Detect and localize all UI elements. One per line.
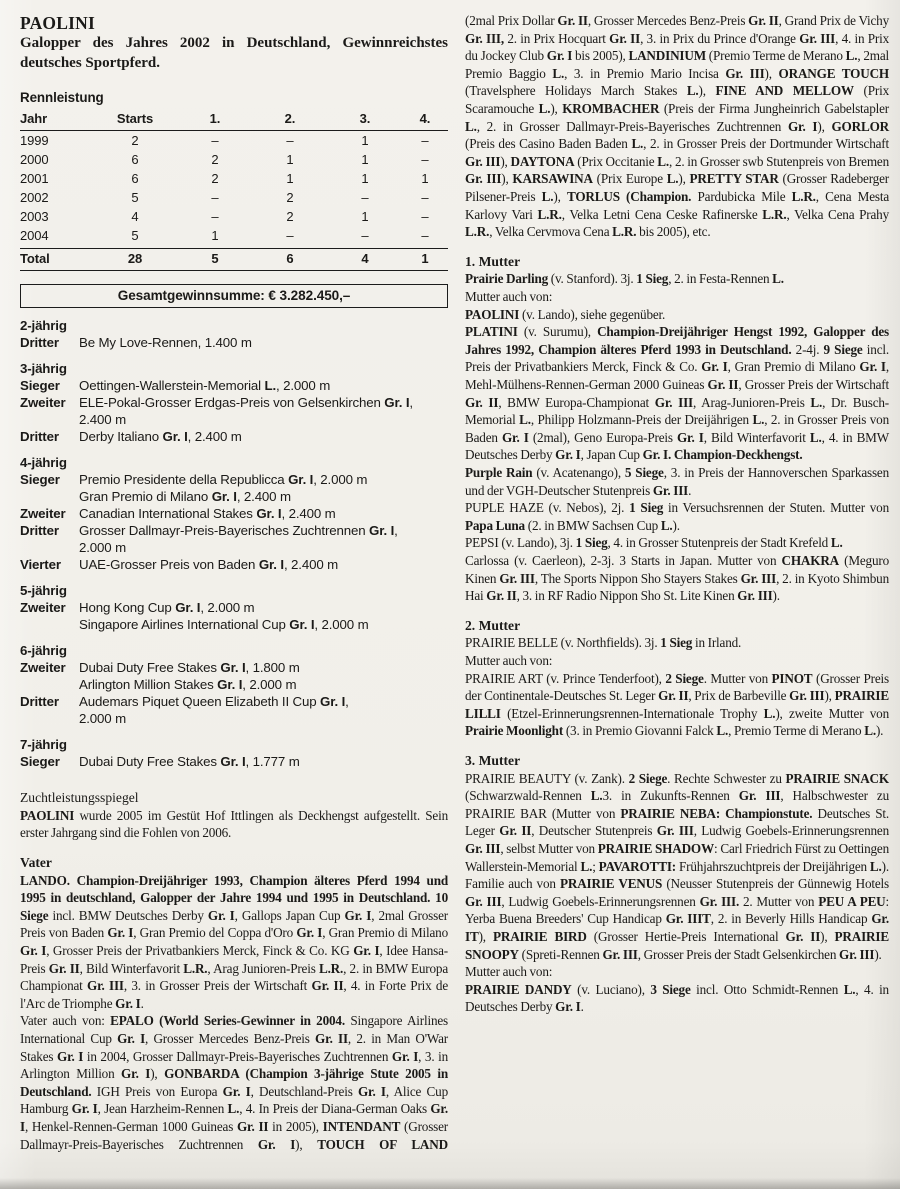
table-cell: 2. [284, 111, 296, 126]
paragraph: Carlossa (v. Caerleon), 2-3j. 3 Starts in Japan. Mutter von CHAKRA (Meguro Kinen Gr. III, The Sports Nippon Sho Stayers Stakes Gr. III, 2. in Kyoto Shimbun Hai Gr. II, 3. in RF Radio Nippon Sho St. Lite Kinen Gr. III). [465, 552, 890, 604]
table-year-cell: Total [20, 251, 50, 266]
paragraph: Mutter auch von: [465, 653, 553, 668]
placement-entry [20, 377, 448, 394]
race-line: Derby Italiano Gr. I, 2.400 m [79, 429, 242, 444]
age-section [20, 582, 448, 633]
race-line: Audemars Piquet Queen Elizabeth II Cup Gr. I, [79, 694, 349, 709]
placement-label: Dritter [20, 429, 59, 444]
table-year-cell: 2003 [20, 209, 49, 224]
table-cell: 6 [286, 251, 294, 266]
placement-entry [20, 428, 448, 445]
table-cell: 2 [211, 171, 219, 186]
placement-entry [20, 556, 448, 573]
table-row [20, 188, 448, 207]
race-list [79, 522, 448, 556]
race-line: UAE-Grosser Preis von Baden Gr. I, 2.400 m [79, 557, 339, 572]
paragraph: PUPLE HAZE (v. Nebos), 2j. 1 Sieg in Versuchsrennen der Stuten. Mutter von Papa Luna (2. in BMW Sachsen Cup L.). [465, 500, 890, 533]
placement-label: Zweiter [20, 506, 66, 521]
placement-label: Sieger [20, 754, 60, 769]
table-cell: 4. [419, 111, 431, 126]
table-cell: 5 [131, 228, 139, 243]
paragraph: PRAIRIE ART (v. Prince Tenderfoot), 2 Siege. Mutter von PINOT (Grosser Preis der Continentale-Deutsches St. Leger Gr. II, Prix de Barbeville Gr. III), PRAIRIE LILLI (Etzel-Erinnerungsrennen-Internationale Trophy L.), zweite Mutter von Prairie Moonlight (3. in Premio Giovanni Falck L., Premio Terme di Merano L.). [465, 670, 889, 739]
race-line: Gran Premio di Milano Gr. I, 2.400 m [79, 489, 291, 504]
table-cell: 1 [361, 152, 369, 167]
table-year-cell: 2002 [20, 190, 49, 205]
placement-label: Dritter [20, 335, 59, 350]
age-heading: 2-jährig [20, 318, 67, 333]
age-performance-sections [20, 317, 448, 770]
placement-entry [20, 599, 448, 633]
age-section [20, 642, 448, 727]
table-cell: – [361, 228, 369, 243]
total-winnings-box: Gesamtgewinnsumme: € 3.282.450,– [20, 284, 448, 308]
race-line: 2.000 m [79, 540, 126, 555]
age-section [20, 317, 448, 351]
placement-label: Sieger [20, 378, 60, 393]
placement-label: Vierter [20, 557, 61, 572]
table-cell: 5 [131, 190, 139, 205]
race-line: Canadian International Stakes Gr. I, 2.400 m [79, 506, 336, 521]
table-cell: 2 [286, 209, 294, 224]
race-list [79, 428, 448, 445]
table-cell: 1 [421, 171, 429, 186]
table-cell: 1 [361, 209, 369, 224]
race-list [79, 693, 448, 727]
placement-label: Dritter [20, 694, 59, 709]
paragraph: LANDO. Champion-Dreijähriger 1993, Champion älteres Pferd 1994 und 1995 in deutschland, Galopper der Jahre 1994 und 1995 in Deutschland. 10 Siege incl. BMW Deutsches Derby Gr. I, Gallops Japan Cup Gr. I, 2mal Grosser Preis von Baden Gr. I, Gran Premio del Coppa d'Oro Gr. I, Gran Premio di Milano Gr. I, Grosser Preis der Privatbankiers Merck, Finck & Co. KG Gr. I, Idee Hansa-Preis Gr. II, Bild Winterfavorit L.R., Arag Junioren-Preis L.R., 2. in BMW Europa Championat Gr. III, 3. in Grosser Preis der Wirtschaft Gr. II, 4. in Forte Prix de l'Arc de Triomphe Gr. I. [20, 872, 449, 1011]
table-cell: Starts [116, 111, 154, 126]
placement-label: Zweiter [20, 600, 66, 615]
table-cell: – [421, 190, 429, 205]
table-cell: – [211, 209, 219, 224]
paragraph: Prairie Darling (v. Stanford). 3j. 1 Sieg, 2. in Festa-Rennen L. [465, 271, 784, 287]
right-text-blocks [465, 12, 889, 1016]
section-heading: 2. Mutter [465, 617, 521, 633]
age-heading: 3-jährig [20, 361, 67, 376]
age-section [20, 360, 448, 445]
table-cell: 1 [211, 228, 219, 243]
age-section [20, 736, 448, 770]
table-cell: – [211, 190, 219, 205]
placement-label: Dritter [20, 523, 59, 538]
race-list [79, 377, 448, 394]
placement-label: Sieger [20, 472, 60, 487]
race-line: Hong Kong Cup Gr. I, 2.000 m [79, 600, 255, 615]
age-heading: 4-jährig [20, 455, 67, 470]
race-list [79, 599, 448, 633]
table-year-cell: 2001 [20, 171, 49, 186]
race-list [79, 659, 448, 693]
table-cell: 28 [127, 251, 143, 266]
paragraph: Purple Rain (v. Acatenango), 5 Siege, 3. in Preis der Hannoverschen Sparkassen und der VGH-Deutscher Stutenpreis Gr. III. [465, 464, 889, 498]
race-line: 2.000 m [79, 711, 126, 726]
section-heading: 3. Mutter [465, 752, 521, 768]
table-cell: 6 [131, 171, 139, 186]
race-line: Dubai Duty Free Stakes Gr. I, 1.800 m [79, 660, 300, 675]
table-year-cell: 2000 [20, 152, 49, 167]
section-heading: 1. Mutter [465, 253, 521, 269]
table-cell: 2 [286, 190, 294, 205]
race-list [79, 334, 448, 351]
race-list [79, 394, 448, 428]
table-row [20, 131, 448, 150]
table-cell: – [421, 228, 429, 243]
paragraph: PAOLINI wurde 2005 im Gestüt Hof Ittlingen als Deckhengst aufgestellt. Sein erster Jahrgang sind die Fohlen von 2006. [20, 807, 448, 841]
paragraph: Mutter auch von: [465, 964, 553, 980]
table-cell: 4 [131, 209, 139, 224]
table-cell: – [286, 133, 294, 148]
age-section [20, 454, 448, 573]
race-line: Oettingen-Wallerstein-Memorial L., 2.000 m [79, 378, 331, 393]
paragraph: PLATINI (v. Surumu), Champion-Dreijähriger Hengst 1992, Galopper des Jahres 1992, Champion älteres Pferd 1993 in Deutschland. 2-4j. 9 Siege incl. Preis der Privatbankiers Merck, Finck & Co. Gr. I, Gran Premio di Milano Gr. I, Mehl-Mülhens-Rennen-German 2000 Guineas Gr. II, Grosser Preis der Wirtschaft Gr. II, BMW Europa-Championat Gr. III, Arag-Junioren-Preis L., Dr. Busch-Memorial L., Philipp Holzmann-Preis der Dreijährigen L., 2. in Grosser Preis von Baden Gr. I (2mal), Geno Europa-Preis Gr. I, Bild Winterfavorit L., 4. in BMW Deutsches Derby Gr. I, Japan Cup Gr. I. Champion-Deckhengst. [465, 324, 889, 463]
subtitle: Galopper des Jahres 2002 in Deutschland, Gewinnreichstes deutsches Sportpferd. [20, 35, 448, 71]
race-line: Grosser Dallmayr-Preis-Bayerisches Zuchtrennen Gr. I, [79, 523, 398, 538]
placement-label: Zweiter [20, 660, 66, 675]
table-row [20, 207, 448, 226]
placement-entry [20, 394, 448, 428]
table-cell: 1 [286, 171, 294, 186]
placement-entry [20, 471, 448, 505]
race-line: 2.400 m [79, 412, 126, 427]
table-row [20, 169, 448, 188]
placement-entry [20, 522, 448, 556]
table-row [20, 150, 448, 169]
paragraph: (2mal Prix Dollar Gr. II, Grosser Mercedes Benz-Preis Gr. II, Grand Prix de Vichy Gr. III, 2. in Prix Hocquart Gr. II, 3. in Prix du Prince d'Orange Gr. III, 4. in Prix du Jockey Club Gr. I bis 2005), LANDINIUM (Premio Terme de Merano L., 2mal Premio Baggio L., 3. in Premio Mario Incisa Gr. III), ORANGE TOUCH (Travelsphere Holidays March Stakes L.), FINE AND MELLOW (Prix Scaramouche L.), KROMBACHER (Preis der Firma Jungheinrich Gabelstapler L., 2. in Grosser Dallmayr-Preis-Bayerisches Zuchtrennen Gr. I), GORLOR (Preis des Casino Baden Baden L., 2. in Grosser Preis der Dortmunder Wirtschaft Gr. III), DAYTONA (Prix Occitanie L., 2. in Grosser swb Stutenpreis von Bremen Gr. III), KARSAWINA (Prix Europe L.), PRETTY STAR (Grosser Radeberger Pilsener-Preis L.), TORLUS (Champion. Pardubicka Mile L.R., Cena Mesta Karlovy Vari L.R., Velka Letni Cena Ceske Rafinerske L.R., Velka Cena Prahy L.R., Velka Cervmova Cena L.R. bis 2005), etc. [465, 13, 890, 240]
race-list [79, 753, 448, 770]
race-line: Premio Presidente della Republicca Gr. I, 2.000 m [79, 472, 368, 487]
paragraph: PRAIRIE BEAUTY (v. Zank). 2 Siege. Rechte Schwester zu PRAIRIE SNACK (Schwarzwald-Rennen L.3. in Zukunfts-Rennen Gr. III, Halbschwester zu PRAIRIE BAR (Mutter von PRAIRIE NEBA: Championstute. Deutsches St. Leger Gr. II, Deutscher Stutenpreis Gr. III, Ludwig Goebels-Erinnerungsrennen Gr. III, selbst Mutter von PRAIRIE SHADOW: Carl Friedrich Fürst zu Oettingen Wallerstein-Memorial L.; PAVAROTTI: Frühjahrszuchtpreis der Dreijährigen L.). Familie auch von PRAIRIE VENUS (Neusser Stutenpreis der Günnewig Hotels Gr. III, Ludwig Goebels-Erinnerungsrennen Gr. III. 2. Mutter von PEU A PEU: Yerba Buena Breeders' Cup Handicap Gr. IIIT, 2. in Beverly Hills Handicap Gr. IT), PRAIRIE BIRD (Grosser Hertie-Preis International Gr. II), PRAIRIE SNOOPY (Spreti-Rennen Gr. III, Grosser Preis der Stadt Gelsenkirchen Gr. III). [465, 770, 890, 962]
race-line: Dubai Duty Free Stakes Gr. I, 1.777 m [79, 754, 300, 769]
section-label: Zuchtleistungsspiegel [20, 790, 139, 805]
race-list [79, 556, 448, 573]
table-header-row [20, 110, 448, 131]
table-cell: 1. [209, 111, 221, 126]
age-heading: 5-jährig [20, 583, 67, 598]
table-cell: 1 [421, 251, 429, 266]
table-cell: – [421, 209, 429, 224]
placement-entry [20, 693, 448, 727]
table-row [20, 226, 448, 245]
table-cell: 5 [211, 251, 219, 266]
left-column [20, 14, 448, 1153]
table-cell: 1 [286, 152, 294, 167]
age-heading: 6-jährig [20, 643, 67, 658]
race-list [79, 505, 448, 522]
table-cell: – [421, 133, 429, 148]
paragraph: PAOLINI (v. Lando), siehe gegenüber. [465, 306, 666, 322]
age-heading: 7-jährig [20, 737, 67, 752]
table-total-row [20, 248, 448, 271]
table-cell: 2 [131, 133, 139, 148]
horse-name-title: PAOLINI [20, 13, 95, 33]
table-cell: 6 [131, 152, 139, 167]
race-line: Be My Love-Rennen, 1.400 m [79, 335, 252, 350]
table-cell: 3. [359, 111, 371, 126]
race-record-heading: Rennleistung [20, 90, 104, 105]
paragraph: PRAIRIE BELLE (v. Northfields). 3j. 1 Sieg in Irland. [465, 635, 742, 651]
left-text-blocks [20, 789, 448, 1153]
right-column [465, 12, 889, 1016]
race-line: ELE-Pokal-Grosser Erdgas-Preis von Gelsenkirchen Gr. I, [79, 395, 413, 410]
table-year-cell: Jahr [20, 111, 48, 126]
table-cell: – [286, 228, 294, 243]
table-year-cell: 2004 [20, 228, 49, 243]
table-cell: – [421, 152, 429, 167]
race-record-table [20, 110, 448, 271]
table-cell: – [211, 133, 219, 148]
placement-entry [20, 753, 448, 770]
table-cell: – [361, 190, 369, 205]
placement-label: Zweiter [20, 395, 66, 410]
table-cell: 4 [361, 251, 369, 266]
placement-entry [20, 505, 448, 522]
race-line: Singapore Airlines International Cup Gr. I, 2.000 m [79, 617, 369, 632]
table-year-cell: 1999 [20, 133, 49, 148]
placement-entry [20, 334, 448, 351]
paragraph: PRAIRIE DANDY (v. Luciano), 3 Siege incl. Otto Schmidt-Rennen L., 4. in Deutsches Derby Gr. I. [465, 981, 889, 1015]
paragraph: PEPSI (v. Lando), 3j. 1 Sieg, 4. in Grosser Stutenpreis der Stadt Krefeld L. [465, 535, 843, 551]
table-cell: 2 [211, 152, 219, 167]
section-heading: Vater [20, 854, 52, 870]
table-cell: 1 [361, 133, 369, 148]
race-list [79, 471, 448, 505]
race-line: Arlington Million Stakes Gr. I, 2.000 m [79, 677, 297, 692]
paragraph: Mutter auch von: [465, 289, 553, 305]
table-cell: 1 [361, 171, 369, 186]
placement-entry [20, 659, 448, 693]
paragraph: Vater auch von: EPALO (World Series-Gewinner in 2004. Singapore Airlines International Cup Gr. I, Grosser Mercedes Benz-Preis Gr. II, 2. in Man O'War Stakes Gr. I in 2004, Grosser Dallmayr-Preis-Bayerisches Zuchtrennen Gr. I, 3. in Arlington Million Gr. I), GONBARDA (Champion 3-jährige Stute 2005 in Deutschland. IGH Preis von Europa Gr. I, Deutschland-Preis Gr. I, Alice Cup Hamburg Gr. I, Jean Harzheim-Rennen L., 4. In Preis der Diana-German Oaks Gr. I, Henkel-Rennen-German 1000 Guineas Gr. II in 2005), INTENDANT (Grosser Dallmayr-Preis-Bayerisches Zuchtrennen Gr. I), TOUCH OF LAND [20, 1013, 449, 1152]
